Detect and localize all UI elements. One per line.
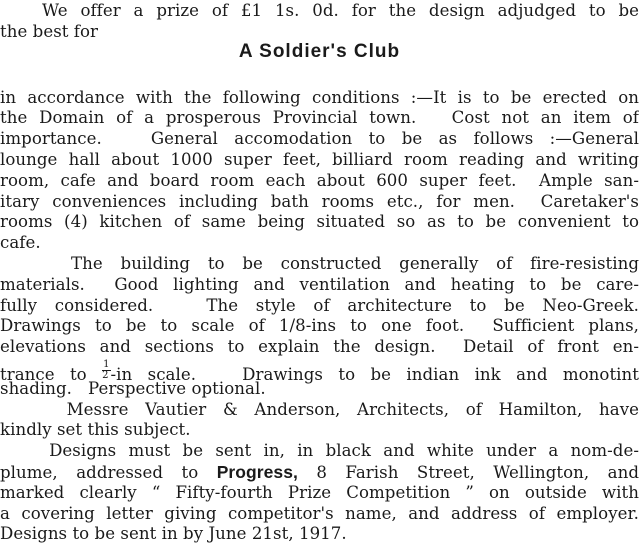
conditions-line-2: the Domain of a prosperous Provincial town. Cost not an item of [0, 108, 639, 127]
conditions-line-8: cafe. [0, 233, 41, 252]
conditions-line-3: importance. General accomodation to be as follows :—General [0, 129, 639, 148]
submission-line-1: Designs must be sent in, in black and white under a nom-de- [0, 441, 639, 460]
building-line-4: Drawings to be to scale of 1/8-ins to one foot. Sufficient plans, [0, 316, 639, 335]
building-line-1: The building to be constructed generally of fire-resisting [0, 254, 639, 273]
intro-line-1: We offer a prize of £1 1s. 0d. for the design adjudged to be [42, 1, 639, 20]
conditions-line-7: rooms (4) kitchen of same being situated so as to be convenient to [0, 212, 639, 231]
fraction-numerator: 1 [103, 359, 110, 370]
conditions-line-6: itary conveniences including bath rooms etc., for men. Caretaker's [0, 192, 639, 211]
submission-line-2 [0, 464, 639, 482]
conditions-line-5: room, cafe and board room each about 600 super feet. Ample san- [0, 171, 639, 190]
submission-line-4: a covering letter giving competitor's name, and address of employer. [0, 504, 639, 523]
half-fraction [102, 360, 110, 381]
building-line-5: elevations and sections to explain the design. Detail of front en- [0, 337, 639, 356]
architects-line-2: kindly set this subject. [0, 420, 191, 439]
scale-prefix: trance to [0, 365, 103, 384]
scale-suffix: -in scale. Drawings to be indian ink and monotint [110, 365, 639, 384]
notice-title: A Soldier's Club [238, 41, 401, 62]
address-suffix: 8 Farish Street, Wellington, and [297, 463, 639, 482]
publication-name: Progress, [216, 462, 298, 482]
submission-line-3: marked clearly “ Fifty-fourth Prize Competition ” on outside with [0, 483, 639, 502]
building-line-2: materials. Good lighting and ventilation and heating to be care- [0, 275, 639, 294]
intro-line-2: the best for [0, 22, 99, 41]
conditions-line-1: in accordance with the following conditions :—It is to be erected on [0, 88, 639, 107]
fraction-denominator: 2 [102, 370, 109, 381]
architects-line-1: Messre Vautier & Anderson, Architects, of Hamilton, have [0, 400, 639, 419]
building-line-3: fully considered. The style of architecture to be Neo-Greek. [0, 296, 639, 315]
submission-line-5: Designs to be sent in by June 21st, 1917. [0, 524, 347, 543]
conditions-line-4: lounge hall about 1000 super feet, billiard room reading and writing [0, 150, 639, 169]
building-line-7: shading. Perspective optional. [0, 379, 266, 398]
address-prefix: plume, addressed to [0, 463, 217, 482]
